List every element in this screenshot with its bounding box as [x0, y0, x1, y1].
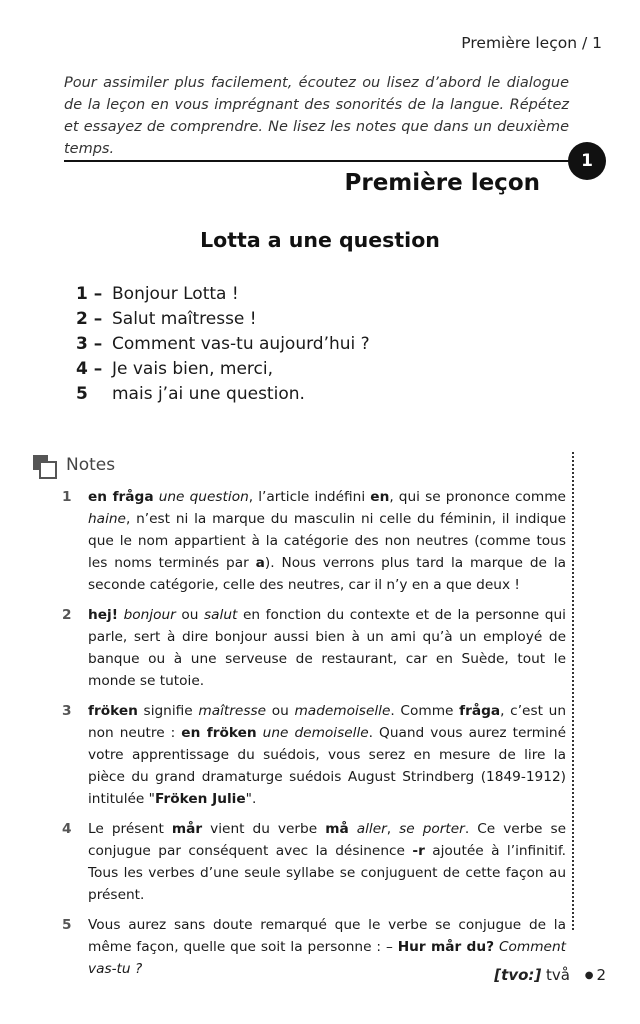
- note-text: [88, 604, 566, 692]
- note-item: [62, 486, 566, 596]
- footer-pronunciation-text: [tvo:]: [494, 966, 542, 984]
- note-fragment: ,: [386, 821, 400, 837]
- note-fragment: , qui se prononce comme: [389, 489, 566, 505]
- dialogue-line-number: 4 –: [76, 359, 103, 379]
- dialogue-line: [76, 282, 370, 307]
- swedish-term: hej!: [88, 607, 118, 623]
- note-text: [88, 486, 566, 596]
- note-fragment: , l’article indéfini: [248, 489, 371, 505]
- swedish-term: fröken: [88, 703, 138, 719]
- note-item: [62, 818, 566, 906]
- note-item: [62, 604, 566, 692]
- dialogue-line-text: mais j’ai une question.: [112, 384, 305, 404]
- swedish-term: en fröken: [181, 725, 257, 741]
- note-fragment: [349, 821, 357, 837]
- note-fragment: . Ce verbe se conjugue par conséquent avec la désinence: [88, 821, 567, 859]
- note-fragment: . Quand vous aurez terminé votre apprentissage du suédois, vous serez en mesure de lire la pièce du grand dramaturge suédois August Strindberg (1849-1912) intitulée ": [88, 725, 566, 807]
- translation: une demoiselle: [262, 725, 369, 741]
- dialogue-line-number: 1 –: [76, 284, 103, 304]
- lesson-number-badge: 1: [568, 142, 606, 180]
- dialogue-line-text: Comment vas-tu aujourd’hui ?: [112, 334, 370, 354]
- translation: une question: [158, 489, 249, 505]
- title-rule: [64, 160, 574, 162]
- note-number: 3: [62, 703, 72, 719]
- dialogue-line-number: 5: [76, 384, 88, 404]
- swedish-term: -r: [412, 843, 425, 859]
- note-number: 5: [62, 917, 72, 933]
- swedish-term: en: [370, 489, 390, 505]
- dialogue: [76, 282, 370, 407]
- note-fragment: Vous aurez sans doute remarqué que le verbe se conjugue de la même façon, quelle que soit la personne : –: [88, 917, 566, 955]
- dialogue-line-number: 3 –: [76, 334, 103, 354]
- dialogue-line: [76, 307, 370, 332]
- note-item: [62, 914, 566, 980]
- swedish-term: a: [255, 555, 265, 571]
- page-number-text: 2: [596, 966, 606, 984]
- swedish-term: Fröken Julie: [154, 791, 246, 807]
- translation: mademoiselle: [294, 703, 391, 719]
- note-fragment: . Comme: [390, 703, 460, 719]
- notes-list: [62, 486, 566, 988]
- swedish-term: Hur mår du?: [397, 939, 495, 955]
- bullet-icon: ●: [584, 970, 594, 981]
- footer-word: två: [546, 966, 570, 984]
- note-number: 2: [62, 607, 72, 623]
- lesson-title: Première leçon: [344, 170, 540, 196]
- notes-icon: [32, 454, 58, 480]
- footer-pronunciation: [494, 966, 570, 984]
- note-fragment: ".: [245, 791, 257, 807]
- note-fragment: en fonction du contexte et de la personne qui parle, sert à dire bonjour aussi bien à un ami qu’à un employé de banque ou à une serveuse de restaurant, car en Suède, tout le monde se tutoie.: [88, 607, 566, 689]
- dialogue-line-text: Je vais bien, merci,: [112, 359, 274, 379]
- translation: haine: [88, 511, 126, 527]
- swedish-term: en fråga: [88, 489, 154, 505]
- translation: aller: [356, 821, 387, 837]
- translation: Comment vas-tu ?: [88, 939, 566, 977]
- dialogue-title: Lotta a une question: [200, 228, 440, 252]
- running-header: Première leçon / 1: [461, 34, 602, 52]
- note-text: [88, 700, 566, 810]
- swedish-term: fråga: [459, 703, 501, 719]
- note-fragment: ou: [175, 607, 204, 623]
- note-fragment: , c’est un non neutre :: [88, 703, 566, 741]
- dialogue-line: [76, 382, 370, 407]
- translation: se porter: [399, 821, 465, 837]
- dialogue-line: [76, 357, 370, 382]
- note-fragment: vient du verbe: [202, 821, 326, 837]
- note-fragment: , n’est ni la marque du masculin ni celle du féminin, il indique que le nom appartient à la catégorie des non neutres (comme tous les noms terminés par: [88, 511, 566, 571]
- intro-paragraph: Pour assimiler plus facilement, écoutez ou lisez d’abord le dialogue de la leçon en vous imprégnant des sonorités de la langue. Répétez et essayez de comprendre. Ne lisez les notes que dans un deuxième temps.: [64, 75, 569, 157]
- notes-dotted-rule: [572, 452, 574, 930]
- swedish-term: mår: [171, 821, 203, 837]
- page-number: [585, 966, 606, 984]
- note-text: [88, 818, 566, 906]
- note-fragment: ). Nous verrons plus tard la marque de la seconde catégorie, celle des neutres, car il n’y en a que deux !: [88, 555, 567, 593]
- translation: bonjour: [123, 607, 176, 623]
- translation: salut: [204, 607, 238, 623]
- note-number: 4: [62, 821, 72, 837]
- dialogue-line-text: Bonjour Lotta !: [112, 284, 239, 304]
- dialogue-line: [76, 332, 370, 357]
- note-fragment: ajoutée à l’infinitif. Tous les verbes d’une seule syllabe se conjuguent de cette façon au présent.: [88, 843, 566, 903]
- translation: maîtresse: [198, 703, 267, 719]
- note-fragment: Le présent: [88, 821, 172, 837]
- note-fragment: signifie: [137, 703, 199, 719]
- note-number: 1: [62, 489, 72, 505]
- note-fragment: ou: [266, 703, 295, 719]
- dialogue-line-text: Salut maîtresse !: [112, 309, 257, 329]
- dialogue-line-number: 2 –: [76, 309, 103, 329]
- swedish-term: må: [325, 821, 349, 837]
- notes-heading: Notes: [66, 455, 116, 475]
- note-item: [62, 700, 566, 810]
